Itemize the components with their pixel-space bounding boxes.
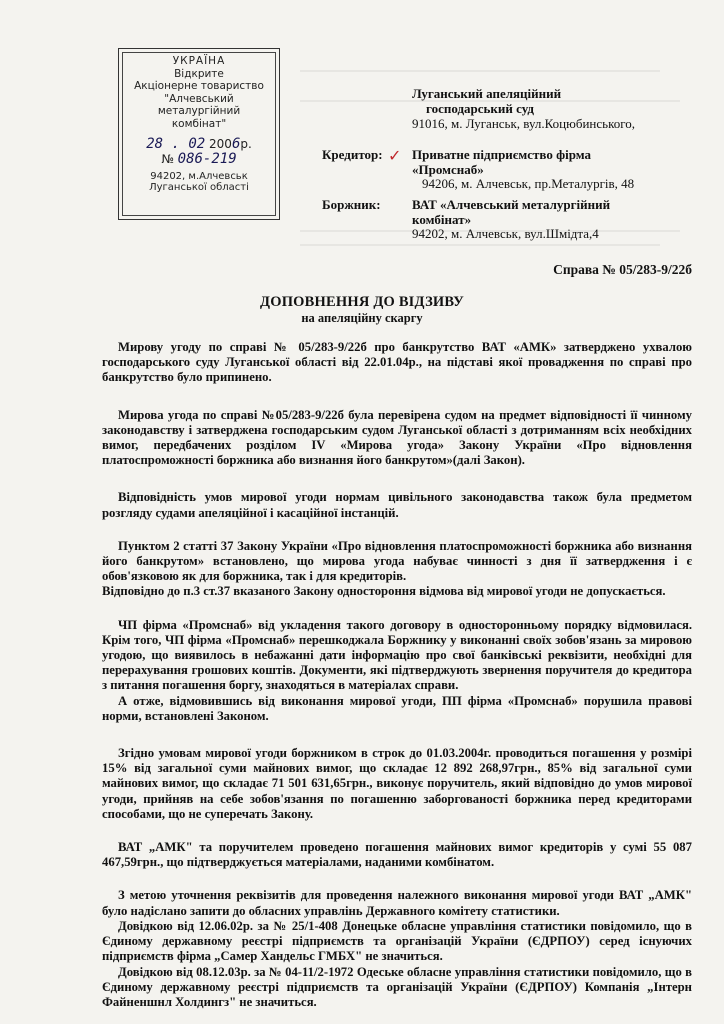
paragraph: Пунктом 2 статті 37 Закону України «Про відновлення платоспроможності боржника або визнання його банкрутом» встановлено, що мирова угода набуває чинності з дня її затвердження і є обов'язковою як для боржника, так і для кредиторів.	[102, 538, 692, 584]
debtor-address: 94202, м. Алчевськ, вул.Шмідта,4	[412, 226, 599, 241]
paragraph: Відповідно до п.3 ст.37 вказаного Закону одностороння відмова від мирової угоди не допускається.	[102, 584, 666, 599]
document-subtitle: на апеляційну скаргу	[301, 311, 423, 325]
paragraph: З метою уточнення реквізитів для проведення належного виконання мирової угоди ВАТ „АМК" було надіслано запити до обласних управлінь Державного комітету статистики.	[102, 888, 692, 918]
paragraph: Мирова угода по справі №05/283-9/22б була перевірена судом на предмет відповідності її чинному законодавству і затверджена господарським судом Луганської області з дотриманням всіх необхідних вимог, передбачених розділом IV «Мирова угода» Закону України «Про відновлення платоспроможності боржника або визнання його банкрутом»(далі Закон).	[102, 407, 692, 468]
debtor-name-line1: ВАТ «Алчевський металургійний	[412, 197, 611, 212]
paragraph: Мирову угоду по справі № 05/283-9/22б про банкрутство ВАТ «АМК» затверджено ухвалою господарського суду Луганської області від 22.01.04р., на підставі якої провадження по справі про банкрутство було припинено.	[102, 340, 692, 385]
debtor-label: Боржник:	[322, 197, 381, 212]
stamp-country: УКРАЇНА	[172, 55, 226, 67]
creditor-label: Кредитор:	[322, 147, 383, 162]
paragraph: Довідкою від 08.12.03р. за № 04-11/2-1972 Одеське обласне управління статистики повідомило, що в Єдиному державному реєстрі підприємств та організацій України (ЄДРПОУ) Компанія „Інтерн Файненшнл Холдингз" не значиться.	[102, 964, 692, 1009]
stamp-line: комбінат"	[171, 117, 227, 130]
company-stamp	[118, 48, 280, 220]
paragraph: Відповідність умов мирової угоди нормам цивільного законодавства також була предметом розгляду судами апеляційної і касаційної інстанцій.	[102, 490, 692, 520]
stamp-address-1: 94202, м.Алчевськ	[150, 171, 248, 182]
stamp-date-r: р.	[240, 137, 252, 151]
case-number: Справа № 05/283-9/22б	[553, 262, 692, 277]
debtor-block	[322, 198, 702, 242]
paragraph: ВАТ „АМК" та поручителем проведено погашення майнових вимог кредиторів у сумі 55 087 467,59грн., що підтверджується матеріалами, наданими комбінатом.	[102, 840, 692, 870]
paragraph: ЧП фірма «Промснаб» від укладення такого договору в односторонньому порядку відмовилася. Крім того, ЧП фірма «Промснаб» перешкоджала Боржнику у виконанні своїх зобов'язань за мировою угодою, що виявилось в небажанні дати інформацію про свої банківські реквізити, необхідні для перерахування грошових коштів. Документи, які підтверджують звернення поручителя до кредитора з питання погашення боргу, знаходяться в матеріалах справи.	[102, 617, 692, 693]
red-checkmark-icon: ✓	[388, 146, 402, 165]
show-through-line	[300, 244, 660, 246]
stamp-line: металургійний	[157, 105, 241, 117]
creditor-block	[322, 148, 702, 192]
addressee-court	[412, 86, 635, 131]
paragraph: Довідкою від 12.06.02р. за № 25/1-408 Донецьке обласне управління статистики повідомило, що в Єдиному державному реєстрі підприємств та організацій України (ЄДРПОУ) серед існуючих підприємств фірма „Самер Хандельс ГМБХ" не значиться.	[102, 918, 692, 964]
stamp-date-year-hand: 6	[231, 136, 241, 152]
stamp-line: Акціонерне товариство	[134, 80, 264, 92]
debtor-name-line2: комбінат»	[412, 211, 472, 227]
document-body	[102, 340, 692, 1010]
stamp-line: Відкрите	[174, 67, 224, 80]
court-address: 91016, м. Луганськ, вул.Коцюбинського,	[412, 116, 635, 131]
court-name-line1: Луганський апеляційний	[412, 86, 562, 101]
stamp-address-2: Луганської області	[149, 182, 249, 193]
court-name-line2: господарський суд	[426, 101, 534, 116]
creditor-name-line2: «Промснаб»	[412, 161, 484, 177]
stamp-number	[119, 150, 279, 167]
document-title: ДОПОВНЕННЯ ДО ВІДЗИВУ	[260, 294, 464, 310]
creditor-address: 94206, м. Алчевськ, пр.Металургів, 48	[422, 176, 635, 191]
stamp-number-handwritten: 086-219	[177, 150, 237, 167]
paragraph: Згідно умовам мирової угоди боржником в строк до 01.03.2004г. проводиться погашення у розмірі 15% від загальної суми майнових вимог, що складає 12 892 268,97грн., 85% від загальної суми майнових вимог, що складає 71 501 631,65грн., виконує поручитель, який відповідно до умов мирової угоди, прийняв на себе зобов'язання по погашенню заборгованості боржника перед кредиторами способами, що не суперечать Закону.	[102, 746, 692, 821]
stamp-date-handwritten: 28 . 02	[146, 136, 206, 152]
stamp-line: "Алчевський	[164, 92, 234, 105]
stamp-date	[119, 138, 279, 151]
creditor-name-line1: Приватне підприємство фірма	[412, 147, 592, 162]
show-through-line	[300, 70, 660, 72]
stamp-number-prefix: №	[161, 151, 174, 166]
paragraph: А отже, відмовившись від виконання мирової угоди, ПП фірма «Промснаб» порушила правові норми, встановлені Законом.	[102, 693, 692, 723]
stamp-date-year-prefix: 200	[209, 137, 232, 151]
